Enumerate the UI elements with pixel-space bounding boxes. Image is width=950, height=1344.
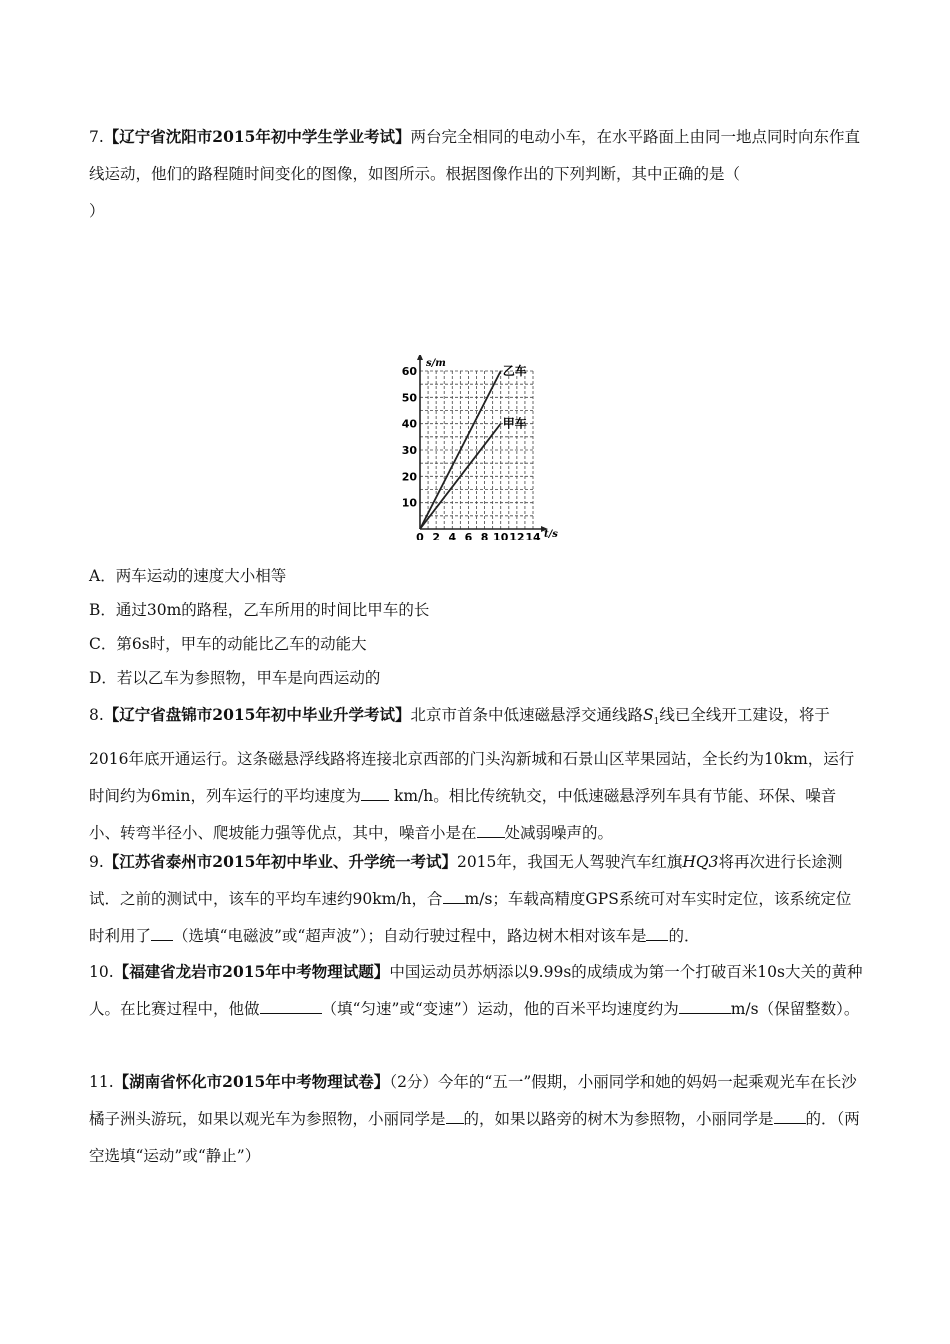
x-tick-label: 14 <box>525 531 541 540</box>
question-number: 9. <box>89 853 104 871</box>
s-t-graph <box>398 355 563 540</box>
question-10 <box>89 953 864 1028</box>
option-c: C．第6s时，甲车的动能比乙车的动能大 <box>89 635 367 653</box>
question-number: 7. <box>89 128 104 146</box>
question-text: 的，如果以路旁的树木为参照物，小丽同学是 <box>463 1110 774 1128</box>
question-11 <box>89 1063 864 1175</box>
y-tick-label: 60 <box>401 365 417 378</box>
question-7 <box>89 118 864 230</box>
graph-grid <box>420 371 533 529</box>
question-text: 将再次进行长途测试．之前的测试中，该车的平均车速约90km/h，合 <box>89 853 843 908</box>
question-source: 【福建省龙岩市2015年中考物理试题】 <box>113 962 390 981</box>
y-axis-label: s/m <box>426 358 446 369</box>
question-text: km/h。相比传统轨交，中低速磁悬浮列车具有节能、环保、噪音小、转弯半径小、爬坡能力强等优点，其中，噪音小是在 <box>89 787 837 843</box>
line-symbol: S <box>642 706 654 724</box>
answer-blank[interactable] <box>443 889 465 904</box>
question-text: （选填“电磁波”或“超声波”）；自动行驶过程中，路边树木相对该车是 <box>173 927 647 945</box>
question-text: m/s；车载高精度GPS系统可对车实时定位，该系统定位时利用了 <box>89 890 852 945</box>
question-number: 10. <box>89 963 114 981</box>
question-text: 两台完全相同的电动小车，在水平路面上由同一地点同时向东作直线运动，他们的路程随时间变化的图像，如图所示。根据图像作出的下列判断，其中正确的是（ <box>89 128 860 183</box>
question-8 <box>89 696 864 852</box>
question-text-end: ） <box>89 202 105 220</box>
x-tick-label: 4 <box>448 531 457 540</box>
question-9 <box>89 843 864 955</box>
question-text: （2分）今年的“五一”假期，小丽同学和她的妈妈一起乘观光车在长沙橘子洲头游玩，如果以观光车为参照物，小丽同学是 <box>89 1073 857 1128</box>
x-tick-label: 6 <box>464 531 473 540</box>
y-tick-label: 10 <box>401 496 417 510</box>
series-label: 乙车 <box>502 364 527 378</box>
line-symbol-subscript: 1 <box>653 717 660 728</box>
x-tick-label: 8 <box>480 531 489 540</box>
y-tick-label: 20 <box>401 470 417 484</box>
car-model: HQ3 <box>682 853 719 871</box>
series-label: 甲车 <box>502 416 527 431</box>
question-text: 的．（两空选填“运动”或“静止”） <box>89 1110 860 1165</box>
answer-blank[interactable] <box>260 999 322 1014</box>
y-tick-label: 40 <box>401 417 417 431</box>
x-tick-label: 10 <box>493 531 509 540</box>
x-axis-label: t/s <box>544 529 558 540</box>
answer-blank[interactable] <box>446 1109 464 1124</box>
question-text: 处减弱噪声的。 <box>504 824 614 843</box>
question-text: 线已全线开工建设，将于2016年底开通运行。这条磁悬浮线路将连接北京西部的门头沟新城和石景山区苹果园站，全长约为10km，运行时间约为6min，列车运行的平均速度为 <box>89 706 855 806</box>
question-source: 【辽宁省盘锦市2015年初中毕业升学考试】 <box>103 705 411 724</box>
option-b: B．通过30m的路程，乙车所用的时间比甲车的长 <box>89 601 430 619</box>
answer-blank[interactable] <box>151 926 173 941</box>
answer-blank[interactable] <box>774 1109 806 1124</box>
question-text: 中国运动员苏炳添以9.99s的成绩成为第一个打破百米10s大关的黄种人。在比赛过程中，他做 <box>89 963 863 1018</box>
y-tick-label: 50 <box>401 391 417 405</box>
y-tick-label: 30 <box>401 444 417 457</box>
question-source: 【辽宁省沈阳市2015年初中学生学业考试】 <box>103 127 411 146</box>
x-tick-label: 2 <box>432 531 440 540</box>
question-source: 【湖南省怀化市2015年中考物理试卷】 <box>113 1072 390 1091</box>
y-axis-arrow <box>417 355 423 360</box>
question-text: 2015年，我国无人驾驶汽车红旗 <box>456 853 683 871</box>
x-tick-label: 0 <box>416 531 424 540</box>
x-tick-label: 12 <box>509 531 525 540</box>
question-text: （填“匀速”或“变速”）运动，他的百米平均速度约为 <box>321 1000 679 1018</box>
question-text: 北京市首条中低速磁悬浮交通线路 <box>410 706 643 724</box>
question-text: 的． <box>668 927 700 945</box>
question-text: m/s（保留整数）。 <box>730 1000 860 1018</box>
tick-labels <box>402 365 541 540</box>
option-d: D．若以乙车为参照物，甲车是向西运动的 <box>89 669 381 687</box>
option-a: A．两车运动的速度大小相等 <box>89 567 287 585</box>
question-number: 11. <box>89 1073 114 1091</box>
answer-blank[interactable] <box>679 999 731 1014</box>
graph-axes <box>417 355 548 532</box>
answer-blank[interactable] <box>646 926 668 941</box>
question-number: 8. <box>89 706 104 724</box>
question-source: 【江苏省泰州市2015年初中毕业、升学统一考试】 <box>103 852 457 871</box>
answer-blank[interactable] <box>361 786 389 801</box>
answer-blank[interactable] <box>477 823 505 838</box>
